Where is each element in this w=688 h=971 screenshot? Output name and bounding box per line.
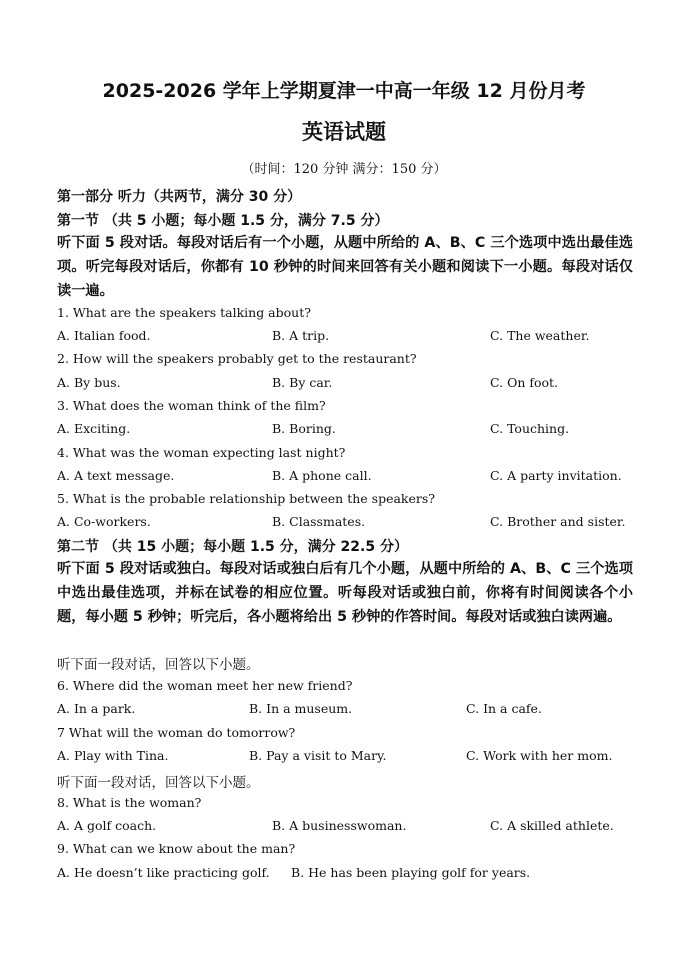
dialogue-note: 听下面一段对话，回答以下小题。 (57, 775, 260, 791)
option-b: B. Boring. (272, 421, 336, 436)
option-a: A. By bus. (57, 375, 121, 390)
option-a: A. Exciting. (57, 421, 131, 436)
question-stem: 8. What is the woman? (57, 795, 202, 810)
option-a: A. In a park. (57, 701, 136, 716)
option-c: C. Work with her mom. (466, 748, 613, 763)
section1-heading: 第一节 （共 5 小题；每小题 1.5 分，满分 7.5 分） (57, 213, 389, 229)
option-a: A. Play with Tina. (57, 748, 169, 763)
dialogue-note: 听下面一段对话，回答以下小题。 (57, 657, 260, 673)
option-b: B. In a museum. (249, 701, 353, 716)
section1-instructions: 听下面 5 段对话。每段对话后有一个小题，从题中所给的 A、B、C 三个选项中选出最佳选项。听完每段对话后，你都有 10 秒钟的时间来回答有关小题和阅读下一小题。每段对话仅读一遍。 (57, 235, 633, 299)
question-stem: 3. What does the woman think of the film? (57, 398, 326, 413)
question-stem: 7 What will the woman do tomorrow? (57, 725, 296, 740)
option-c: C. On foot. (490, 375, 559, 390)
subject-title: 英语试题 (302, 120, 386, 144)
option-b: B. A businesswoman. (272, 818, 407, 833)
exam-title: 2025-2026 学年上学期夏津一中高一年级 12 月份月考 (102, 80, 586, 102)
option-b: B. He has been playing golf for years. (291, 865, 531, 880)
question-stem: 5. What is the probable relationship between the speakers? (57, 491, 435, 506)
question-stem: 4. What was the woman expecting last night? (57, 445, 346, 460)
section2-heading: 第二节 （共 15 小题；每小题 1.5 分，满分 22.5 分） (57, 539, 408, 555)
option-b: B. A trip. (272, 328, 330, 343)
option-c: C. In a cafe. (466, 701, 542, 716)
option-c: C. Touching. (490, 421, 570, 436)
time-and-score: （时间：120 分钟 满分：150 分） (241, 162, 447, 177)
option-c: C. A party invitation. (490, 468, 622, 483)
option-c: C. Brother and sister. (490, 514, 626, 529)
part1-heading: 第一部分 听力（共两节，满分 30 分） (57, 189, 302, 205)
option-c: C. A skilled athlete. (490, 818, 614, 833)
option-b: B. By car. (272, 375, 333, 390)
option-b: B. Pay a visit to Mary. (249, 748, 387, 763)
question-stem: 2. How will the speakers probably get to the restaurant? (57, 351, 417, 366)
option-a: A. A golf coach. (57, 818, 157, 833)
option-b: B. Classmates. (272, 514, 366, 529)
question-stem: 1. What are the speakers talking about? (57, 305, 311, 320)
option-b: B. A phone call. (272, 468, 372, 483)
option-a: A. A text message. (57, 468, 175, 483)
option-a: A. Co-workers. (57, 514, 151, 529)
question-stem: 6. Where did the woman meet her new friend? (57, 678, 353, 693)
section2-instructions: 听下面 5 段对话或独白。每段对话或独白后有几个小题，从题中所给的 A、B、C 三个选项中选出最佳选项，并标在试卷的相应位置。听每段对话或独白前，你将有时间阅读各个小题，每小题 5 秒钟；听完后，各小题将给出 5 秒钟的作答时间。每段对话或独白读两遍。 (57, 561, 633, 625)
question-stem: 9. What can we know about the man? (57, 841, 296, 856)
option-a: A. Italian food. (57, 328, 151, 343)
option-a: A. He doesn’t like practicing golf. (57, 865, 270, 880)
option-c: C. The weather. (490, 328, 590, 343)
